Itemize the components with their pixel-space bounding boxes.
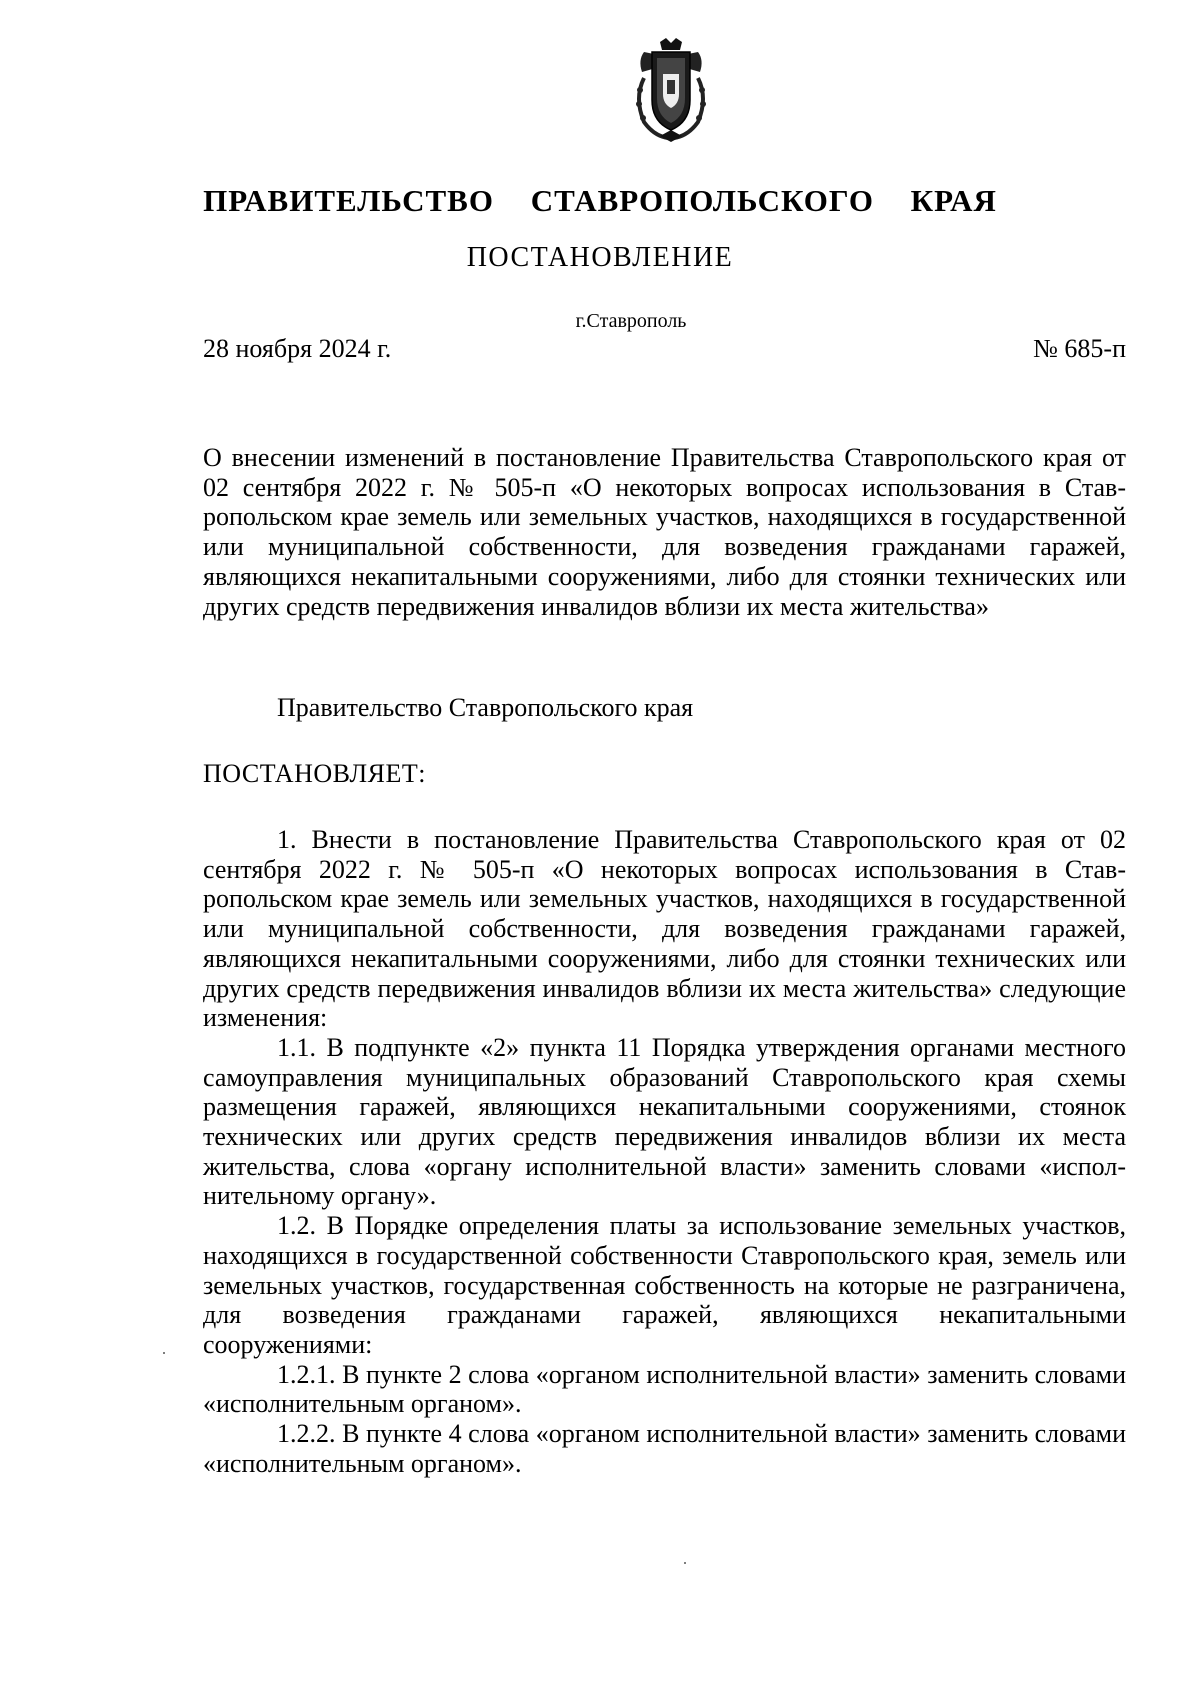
paragraph-1-2-2: 1.2.2. В пункте 4 слова «органом исполнительной власти» заменить словами «исполнительным органом». (203, 1419, 1126, 1478)
document-date: 28 ноября 2024 г. (203, 334, 392, 363)
stavropol-krai-coat-of-arms-icon (630, 38, 712, 142)
scan-speck (684, 1562, 686, 1564)
scan-speck (163, 1352, 165, 1354)
preamble: Правительство Ставропольского края (277, 693, 694, 722)
paragraph-1-2-1: 1.2.1. В пункте 2 слова «органом исполнительной власти» заменить словами «исполнительным органом». (203, 1359, 1126, 1419)
document-type: ПОСТАНОВЛЕНИЕ (466, 242, 734, 273)
paragraph-1-1: 1.1. В подпункте «2» пункта 11 Порядка утверждения органами местного самоуправления муниципальных образований Ставропольского края схемы размещения гаражей, являющихся некапитальными сооружениями, стоянок технических или других средств передвижения инвалидов вблизи их места жительства, слова «органу исполнительной власти» заменить словами «исполнительному органу». (203, 1032, 1126, 1211)
decree-word: ПОСТАНОВЛЯЕТ: (203, 759, 426, 788)
document-body (203, 825, 1126, 1478)
government-title: ПРАВИТЕЛЬСТВО СТАВРОПОЛЬСКОГО КРАЯ (203, 183, 997, 218)
paragraph-1-2: 1.2. В Порядке определения платы за использование земельных участков, находящихся в государственной собственности Ставропольского края, земель или земельных участков, государственная собственность на которые не разграничена, для возведения гражданами гаражей, являющихся некапитальными сооружениями: (203, 1211, 1126, 1359)
paragraph-1: 1. Внести в постановление Правительства Ставропольского края от 02 сентября 2022 г. № 505-п «О некоторых вопросах использования в Ставропольском крае земель или земельных участков, находящихся в государственной или муниципальной собственности, для возведения гражданами гаражей, являющихся некапитальными сооружениями, либо для стоянки технических или других средств передвижения инвалидов вблизи их места жительства» следующие изменения: (203, 825, 1126, 1033)
document-subject: О внесении изменений в постановление Правительства Ставропольского края от 02 сентября 2022 г. № 505-п «О некоторых вопросах использования в Ставропольском крае земель или земельных участков, находящихся в государственной или муниципальной собственности, для возведения гражданами гаражей, являющихся некапитальными сооружениями, либо для стоянки технических или других средств передвижения инвалидов вблизи их места жительства» (203, 443, 1126, 621)
document-number: № 685-п (1033, 334, 1126, 363)
city: г.Ставрополь (575, 310, 687, 332)
